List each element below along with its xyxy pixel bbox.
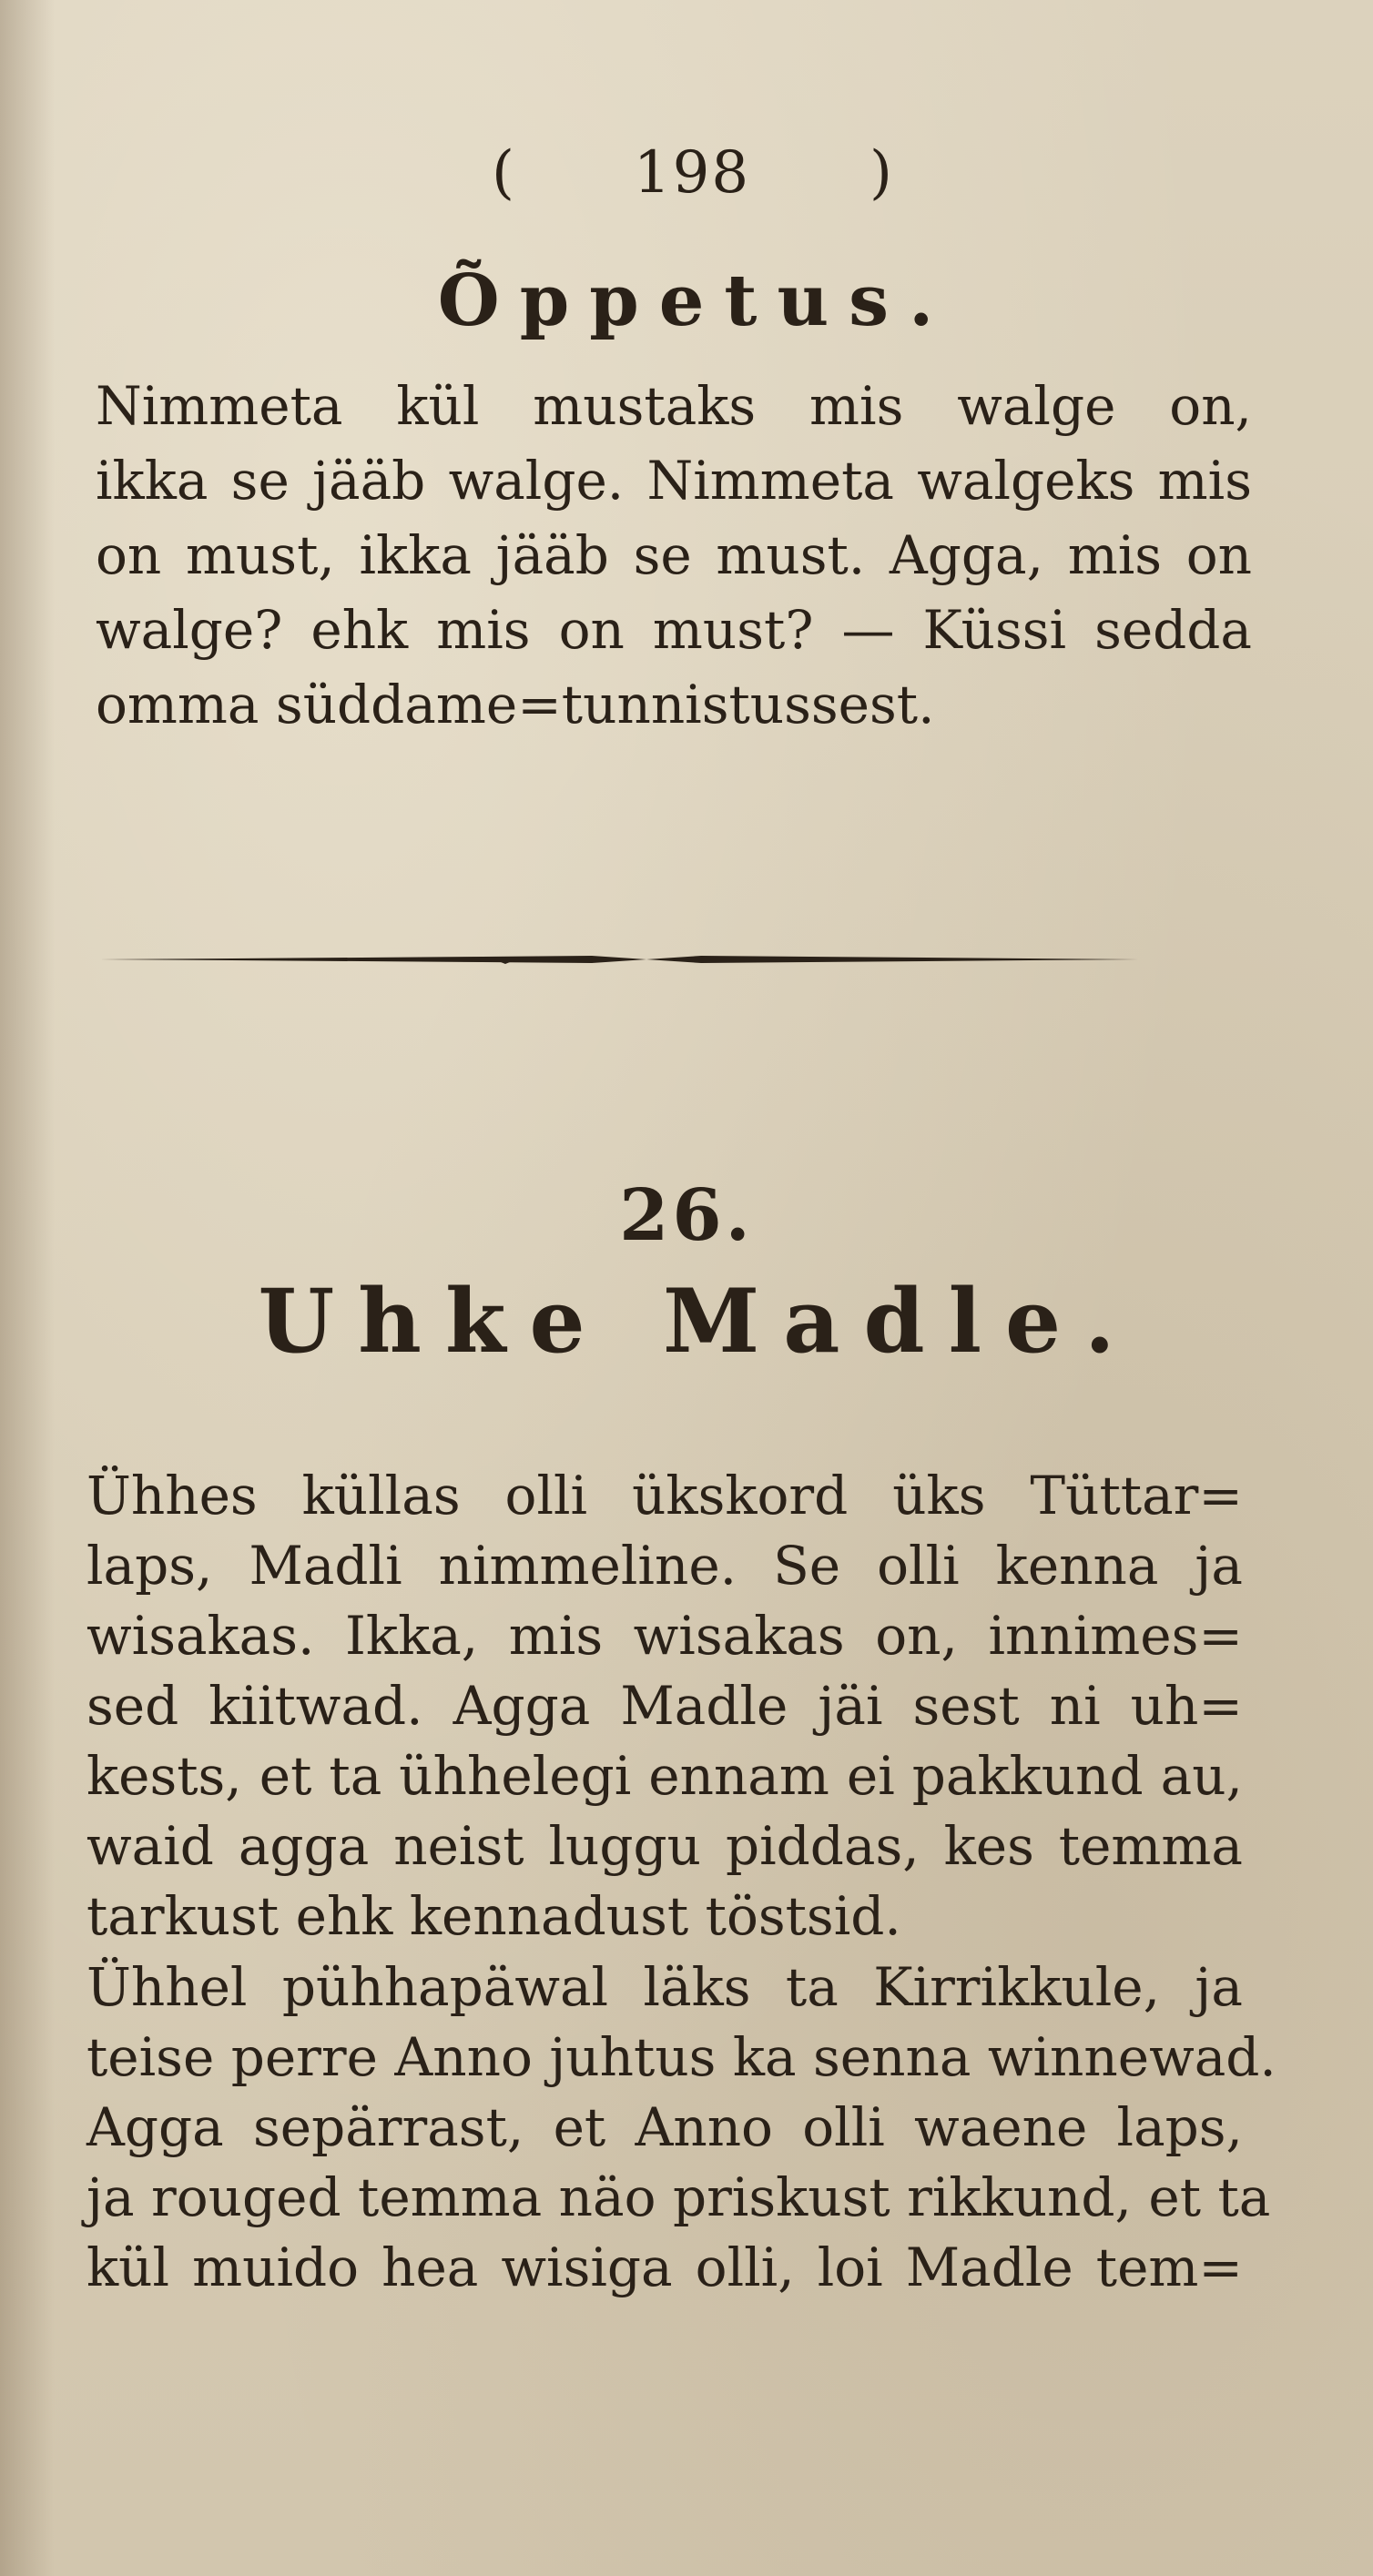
page-header [492,137,892,209]
text-line: Ühhes küllas olli ükskord üks Tüttar= [86,1465,1243,1526]
text-line: laps, Madli nimmeline. Se olli kenna ja [86,1535,1243,1597]
section-heading-oppetus: Õppetus. [437,259,954,342]
text-line: kül muido hea wisiga olli, loi Madle tem= [86,2236,1243,2298]
text-line: ikka se jääb walge. Nimmeta walgeks mis [96,450,1252,512]
page-number: 198 [633,139,751,207]
header-close-paren: ) [870,139,892,207]
text-line: ja rouged temma näo priskust rikkund, et ta [86,2166,1271,2228]
text-line: omma süddame=tunnistussest. [96,674,935,735]
story-title: Uhke Madle. [258,1270,1139,1373]
text-line: Nimmeta kül mustaks mis walge on, [96,375,1252,437]
moral-paragraph [96,369,1252,742]
text-line: wisakas. Ikka, mis wisakas on, innimes= [86,1605,1243,1667]
text-line: kests, et ta ühhelegi ennam ei pakkund au, [86,1745,1243,1807]
text-line: sed kiitwad. Agga Madle jäi sest ni uh= [86,1675,1243,1737]
text-line: on must, ikka jääb se must. Agga, mis on [96,524,1252,586]
text-line: teise perre Anno juhtus ka senna winnewad. [86,2026,1276,2088]
story-paragraph-2 [86,1952,1276,2303]
text-line: walge? ehk mis on must? — Küssi sedda [96,599,1252,661]
story-number: 26. [619,1174,754,1257]
story-paragraph-1 [86,1461,1243,1952]
divider-rule-graphic [100,954,1138,965]
text-line: tarkust ehk kennadust töstsid. [86,1885,901,1947]
section-divider-rule [100,954,1138,965]
text-line: waid agga neist luggu piddas, kes temma [86,1815,1243,1877]
text-line: Ühhel pühhapäwal läks ta Kirrikkule, ja [86,1956,1243,2018]
header-open-paren: ( [492,139,514,207]
text-line: Agga sepärrast, et Anno olli waene laps, [86,2096,1243,2158]
